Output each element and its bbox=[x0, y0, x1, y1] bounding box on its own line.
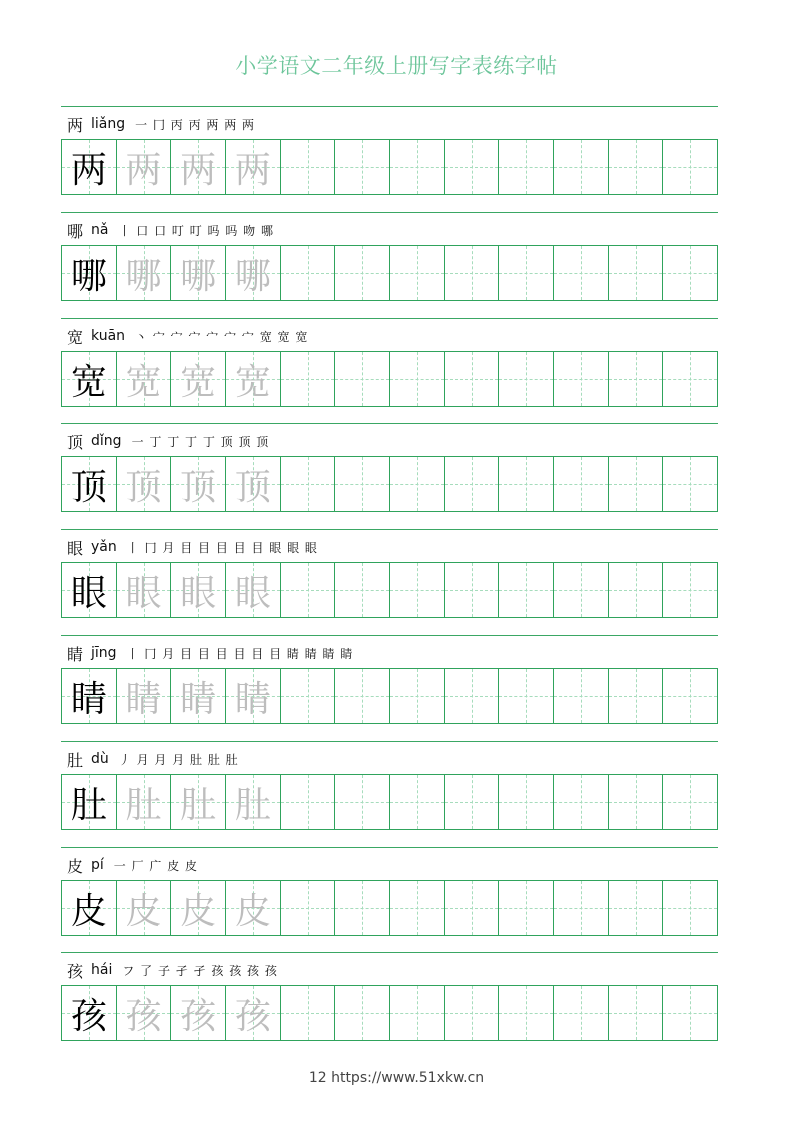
trace-character: 宽 bbox=[234, 361, 271, 403]
trace-character: 孩 bbox=[125, 995, 162, 1037]
trace-cell bbox=[226, 986, 281, 1040]
empty-practice-cell[interactable] bbox=[499, 986, 554, 1040]
trace-character: 两 bbox=[234, 149, 271, 191]
trace-cell bbox=[226, 775, 281, 829]
trace-character: 哪 bbox=[234, 255, 271, 297]
empty-practice-cell[interactable] bbox=[554, 775, 609, 829]
empty-practice-cell[interactable] bbox=[554, 246, 609, 300]
trace-cell bbox=[171, 246, 226, 300]
row-header bbox=[67, 958, 278, 982]
trace-character: 顶 bbox=[125, 466, 162, 508]
empty-practice-cell[interactable] bbox=[609, 140, 664, 194]
stroke-order: 丨 冂 月 目 目 目 目 目 眼 眼 眼 bbox=[126, 540, 318, 555]
header-character: 哪 bbox=[67, 221, 84, 241]
trace-character: 两 bbox=[180, 149, 217, 191]
pinyin: liǎng bbox=[91, 116, 126, 132]
empty-practice-cell[interactable] bbox=[445, 563, 500, 617]
header-character: 两 bbox=[67, 115, 84, 135]
row-header bbox=[67, 324, 308, 348]
trace-cell bbox=[117, 457, 172, 511]
writing-grid bbox=[61, 880, 718, 936]
trace-cell bbox=[117, 140, 172, 194]
empty-practice-cell[interactable] bbox=[335, 563, 390, 617]
row-divider bbox=[61, 635, 718, 636]
empty-practice-cell[interactable] bbox=[335, 352, 390, 406]
trace-character: 眼 bbox=[180, 572, 217, 614]
trace-cell bbox=[171, 775, 226, 829]
row-header bbox=[67, 112, 255, 136]
model-cell bbox=[62, 881, 117, 935]
empty-practice-cell[interactable] bbox=[554, 986, 609, 1040]
row-divider bbox=[61, 423, 718, 424]
model-cell bbox=[62, 775, 117, 829]
empty-practice-cell[interactable] bbox=[335, 669, 390, 723]
trace-cell bbox=[226, 457, 281, 511]
trace-character: 顶 bbox=[180, 466, 217, 508]
trace-character: 肚 bbox=[125, 784, 162, 826]
stroke-order: 丿 月 月 月 肚 肚 肚 bbox=[118, 752, 239, 767]
empty-practice-cell[interactable] bbox=[663, 352, 717, 406]
trace-cell bbox=[117, 775, 172, 829]
practice-row bbox=[61, 423, 718, 529]
empty-practice-cell[interactable] bbox=[445, 986, 500, 1040]
row-header bbox=[67, 641, 353, 665]
empty-practice-cell[interactable] bbox=[609, 775, 664, 829]
empty-practice-cell[interactable] bbox=[609, 352, 664, 406]
empty-practice-cell[interactable] bbox=[554, 669, 609, 723]
model-character: 睛 bbox=[70, 678, 107, 720]
empty-practice-cell[interactable] bbox=[281, 986, 336, 1040]
model-cell bbox=[62, 140, 117, 194]
writing-grid bbox=[61, 562, 718, 618]
pinyin: dǐng bbox=[91, 433, 122, 449]
trace-character: 睛 bbox=[234, 678, 271, 720]
pinyin: jīng bbox=[91, 645, 117, 661]
empty-practice-cell[interactable] bbox=[335, 457, 390, 511]
empty-practice-cell[interactable] bbox=[445, 669, 500, 723]
stroke-order: 一 丁 丁 丁 丁 顶 顶 顶 bbox=[131, 434, 270, 449]
pinyin: yǎn bbox=[91, 539, 117, 555]
writing-grid bbox=[61, 351, 718, 407]
empty-practice-cell[interactable] bbox=[609, 563, 664, 617]
stroke-order: 丨 冂 月 目 目 目 目 目 目 睛 睛 睛 睛 bbox=[126, 646, 354, 661]
empty-practice-cell[interactable] bbox=[281, 457, 336, 511]
practice-row bbox=[61, 318, 718, 424]
page-footer: 12 https://www.51xkw.cn bbox=[308, 1070, 485, 1086]
trace-character: 眼 bbox=[125, 572, 162, 614]
empty-practice-cell[interactable] bbox=[390, 775, 445, 829]
empty-practice-cell[interactable] bbox=[390, 352, 445, 406]
empty-practice-cell[interactable] bbox=[390, 669, 445, 723]
empty-practice-cell[interactable] bbox=[335, 986, 390, 1040]
trace-cell bbox=[171, 352, 226, 406]
trace-cell bbox=[171, 563, 226, 617]
empty-practice-cell[interactable] bbox=[445, 881, 500, 935]
empty-practice-cell[interactable] bbox=[281, 881, 336, 935]
pinyin: dù bbox=[91, 751, 109, 767]
trace-cell bbox=[226, 563, 281, 617]
trace-cell bbox=[117, 669, 172, 723]
row-divider bbox=[61, 741, 718, 742]
row-divider bbox=[61, 106, 718, 107]
pinyin: pí bbox=[91, 857, 104, 873]
empty-practice-cell[interactable] bbox=[390, 881, 445, 935]
stroke-order: フ 了 子 孑 孑 孩 孩 孩 孩 bbox=[122, 963, 278, 978]
empty-practice-cell[interactable] bbox=[554, 881, 609, 935]
trace-cell bbox=[226, 140, 281, 194]
header-character: 宽 bbox=[67, 327, 84, 347]
model-character: 顶 bbox=[70, 466, 107, 508]
writing-grid bbox=[61, 245, 718, 301]
empty-practice-cell[interactable] bbox=[281, 352, 336, 406]
practice-row bbox=[61, 106, 718, 212]
empty-practice-cell[interactable] bbox=[663, 775, 717, 829]
trace-cell bbox=[171, 986, 226, 1040]
row-divider bbox=[61, 529, 718, 530]
empty-practice-cell[interactable] bbox=[554, 563, 609, 617]
empty-practice-cell[interactable] bbox=[499, 352, 554, 406]
trace-character: 睛 bbox=[180, 678, 217, 720]
practice-row bbox=[61, 529, 718, 635]
trace-character: 皮 bbox=[125, 890, 162, 932]
trace-character: 肚 bbox=[234, 784, 271, 826]
empty-practice-cell[interactable] bbox=[445, 457, 500, 511]
empty-practice-cell[interactable] bbox=[445, 140, 500, 194]
row-header bbox=[67, 535, 318, 559]
writing-grid bbox=[61, 668, 718, 724]
row-header bbox=[67, 218, 274, 242]
trace-cell bbox=[226, 352, 281, 406]
model-character: 两 bbox=[70, 149, 107, 191]
empty-practice-cell[interactable] bbox=[499, 775, 554, 829]
row-header bbox=[67, 853, 198, 877]
trace-cell bbox=[171, 457, 226, 511]
practice-row bbox=[61, 952, 718, 1058]
trace-character: 顶 bbox=[234, 466, 271, 508]
trace-cell bbox=[226, 669, 281, 723]
row-divider bbox=[61, 952, 718, 953]
empty-practice-cell[interactable] bbox=[609, 669, 664, 723]
empty-practice-cell[interactable] bbox=[499, 457, 554, 511]
page-title: 小学语文二年级上册写字表练字帖 bbox=[235, 54, 558, 78]
empty-practice-cell[interactable] bbox=[609, 881, 664, 935]
empty-practice-cell[interactable] bbox=[335, 775, 390, 829]
stroke-order: 丶 宀 宀 宀 宀 宀 宀 宽 宽 宽 bbox=[135, 329, 309, 344]
empty-practice-cell[interactable] bbox=[663, 986, 717, 1040]
row-divider bbox=[61, 847, 718, 848]
practice-row bbox=[61, 847, 718, 953]
trace-character: 皮 bbox=[234, 890, 271, 932]
empty-practice-cell[interactable] bbox=[663, 881, 717, 935]
stroke-order: 一 厂 广 皮 皮 bbox=[113, 858, 199, 873]
empty-practice-cell[interactable] bbox=[335, 140, 390, 194]
empty-practice-cell[interactable] bbox=[281, 775, 336, 829]
empty-practice-cell[interactable] bbox=[281, 669, 336, 723]
empty-practice-cell[interactable] bbox=[663, 140, 717, 194]
writing-grid bbox=[61, 456, 718, 512]
model-cell bbox=[62, 563, 117, 617]
stroke-order: 一 冂 丙 丙 两 两 两 bbox=[135, 117, 256, 132]
empty-practice-cell[interactable] bbox=[499, 669, 554, 723]
empty-practice-cell[interactable] bbox=[390, 563, 445, 617]
empty-practice-cell[interactable] bbox=[335, 246, 390, 300]
trace-cell bbox=[117, 352, 172, 406]
empty-practice-cell[interactable] bbox=[445, 775, 500, 829]
empty-practice-cell[interactable] bbox=[663, 669, 717, 723]
empty-practice-cell[interactable] bbox=[609, 457, 664, 511]
row-header bbox=[67, 747, 239, 771]
model-cell bbox=[62, 986, 117, 1040]
trace-cell bbox=[171, 881, 226, 935]
practice-row bbox=[61, 212, 718, 318]
trace-cell bbox=[171, 669, 226, 723]
empty-practice-cell[interactable] bbox=[390, 246, 445, 300]
empty-practice-cell[interactable] bbox=[390, 457, 445, 511]
trace-character: 孩 bbox=[180, 995, 217, 1037]
row-divider bbox=[61, 318, 718, 319]
model-character: 哪 bbox=[70, 255, 107, 297]
writing-grid bbox=[61, 774, 718, 830]
row-header bbox=[67, 429, 269, 453]
pinyin: kuān bbox=[91, 328, 126, 344]
practice-row bbox=[61, 741, 718, 847]
empty-practice-cell[interactable] bbox=[281, 563, 336, 617]
writing-grid bbox=[61, 985, 718, 1041]
empty-practice-cell[interactable] bbox=[390, 140, 445, 194]
trace-character: 皮 bbox=[180, 890, 217, 932]
model-cell bbox=[62, 352, 117, 406]
header-character: 皮 bbox=[67, 856, 84, 876]
model-character: 肚 bbox=[70, 784, 107, 826]
trace-cell bbox=[171, 140, 226, 194]
model-cell bbox=[62, 246, 117, 300]
writing-grid bbox=[61, 139, 718, 195]
pinyin: hái bbox=[91, 962, 113, 978]
empty-practice-cell[interactable] bbox=[445, 352, 500, 406]
empty-practice-cell[interactable] bbox=[445, 246, 500, 300]
trace-character: 哪 bbox=[180, 255, 217, 297]
empty-practice-cell[interactable] bbox=[499, 881, 554, 935]
header-character: 肚 bbox=[67, 750, 84, 770]
trace-cell bbox=[117, 246, 172, 300]
model-character: 孩 bbox=[70, 995, 107, 1037]
row-divider bbox=[61, 212, 718, 213]
empty-practice-cell[interactable] bbox=[390, 986, 445, 1040]
trace-character: 肚 bbox=[180, 784, 217, 826]
trace-cell bbox=[117, 986, 172, 1040]
stroke-order: 丨 口 口 叮 叮 吗 吗 吻 哪 bbox=[118, 223, 274, 238]
trace-cell bbox=[226, 881, 281, 935]
header-character: 睛 bbox=[67, 644, 84, 664]
trace-character: 宽 bbox=[125, 361, 162, 403]
header-character: 孩 bbox=[67, 961, 84, 981]
empty-practice-cell[interactable] bbox=[281, 246, 336, 300]
header-character: 眼 bbox=[67, 538, 84, 558]
trace-cell bbox=[117, 563, 172, 617]
empty-practice-cell[interactable] bbox=[554, 457, 609, 511]
model-cell bbox=[62, 457, 117, 511]
model-character: 宽 bbox=[70, 361, 107, 403]
empty-practice-cell[interactable] bbox=[281, 140, 336, 194]
empty-practice-cell[interactable] bbox=[554, 352, 609, 406]
trace-cell bbox=[117, 881, 172, 935]
trace-character: 孩 bbox=[234, 995, 271, 1037]
trace-character: 睛 bbox=[125, 678, 162, 720]
empty-practice-cell[interactable] bbox=[609, 986, 664, 1040]
model-character: 眼 bbox=[70, 572, 107, 614]
model-character: 皮 bbox=[70, 890, 107, 932]
header-character: 顶 bbox=[67, 432, 84, 452]
model-cell bbox=[62, 669, 117, 723]
trace-cell bbox=[226, 246, 281, 300]
trace-character: 宽 bbox=[180, 361, 217, 403]
empty-practice-cell[interactable] bbox=[499, 140, 554, 194]
empty-practice-cell[interactable] bbox=[554, 140, 609, 194]
empty-practice-cell[interactable] bbox=[499, 246, 554, 300]
empty-practice-cell[interactable] bbox=[335, 881, 390, 935]
practice-row bbox=[61, 635, 718, 741]
empty-practice-cell[interactable] bbox=[663, 457, 717, 511]
empty-practice-cell[interactable] bbox=[499, 563, 554, 617]
pinyin: nǎ bbox=[91, 222, 109, 238]
empty-practice-cell[interactable] bbox=[663, 563, 717, 617]
trace-character: 哪 bbox=[125, 255, 162, 297]
trace-character: 眼 bbox=[234, 572, 271, 614]
empty-practice-cell[interactable] bbox=[609, 246, 664, 300]
trace-character: 两 bbox=[125, 149, 162, 191]
empty-practice-cell[interactable] bbox=[663, 246, 717, 300]
